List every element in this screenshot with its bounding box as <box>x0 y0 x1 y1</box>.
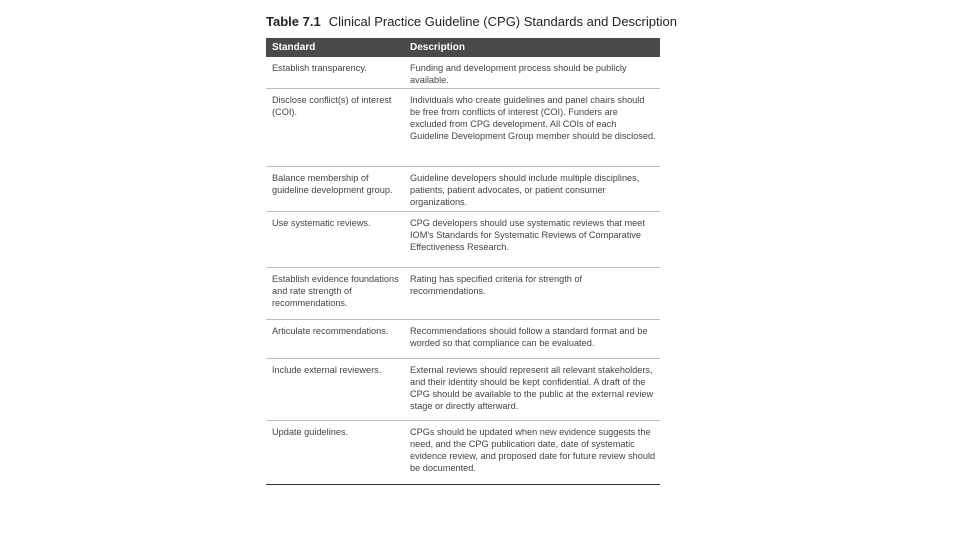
table-row <box>266 359 660 421</box>
standard-cell: Use systematic reviews. <box>272 218 371 228</box>
table-title: Clinical Practice Guideline (CPG) Standards and Description <box>328 14 677 29</box>
standard-cell: Balance membership of guideline development group. <box>272 173 393 195</box>
table-row <box>266 57 660 89</box>
table-document <box>266 12 677 485</box>
header-description: Description <box>410 42 466 53</box>
description-cell: External reviews should represent all relevant stakeholders, and their identity should be kept confidential. A draft of the CPG should be available to the public at the external review stage or directly afterward. <box>410 365 654 411</box>
table-row <box>266 89 660 167</box>
standard-cell: Establish evidence foundations and rate strength of recommendations. <box>272 274 399 308</box>
table-row <box>266 320 660 359</box>
table-row <box>266 167 660 212</box>
standard-cell: Disclose conflict(s) of interest (COI). <box>272 95 392 117</box>
description-cell: Funding and development process should be publicly available. <box>410 63 627 85</box>
description-cell: CPGs should be updated when new evidence suggests the need, and the CPG publication date, date of systematic evidence review, and proposed date for future review should be documented. <box>410 427 656 473</box>
description-cell: Guideline developers should include multiple disciplines, patients, patient advocates, or patient consumer organizations. <box>410 173 640 207</box>
header-standard: Standard <box>272 42 316 53</box>
table-caption <box>266 12 677 38</box>
description-cell: Rating has specified criteria for strength of recommendations. <box>410 274 583 296</box>
table-header <box>266 38 660 57</box>
description-cell: Recommendations should follow a standard format and be worded so that compliance can be evaluated. <box>410 326 648 348</box>
standard-cell: Articulate recommendations. <box>272 326 389 336</box>
table-number: Table 7.1 <box>266 14 321 29</box>
table-row <box>266 268 660 320</box>
standard-cell: Update guidelines. <box>272 427 349 437</box>
table-row <box>266 421 660 485</box>
table-row <box>266 212 660 268</box>
description-cell: CPG developers should use systematic reviews that meet IOM's Standards for Systematic Reviews of Comparative Effectiveness Research. <box>410 218 645 252</box>
table-body <box>266 57 660 485</box>
standard-cell: Include external reviewers. <box>272 365 382 375</box>
standard-cell: Establish transparency. <box>272 63 367 73</box>
description-cell: Individuals who create guidelines and panel chairs should be free from conflicts of interest (COI). Funders are excluded from CPG development. All COIs of each Guideline Development Group member should be disclosed. <box>410 95 656 141</box>
